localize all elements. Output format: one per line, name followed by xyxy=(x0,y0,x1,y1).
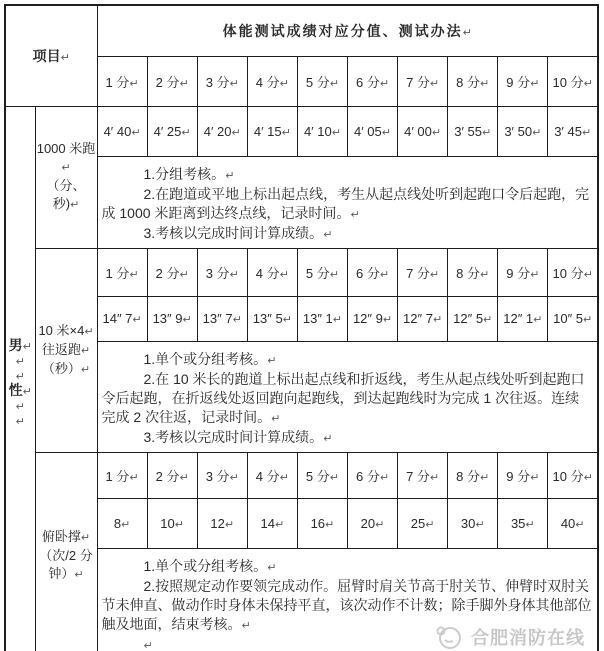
value-cell: 12″ 1↵ xyxy=(498,296,548,341)
score-header-6: 6 分↵ xyxy=(347,248,397,296)
score-header-4: 4 分↵ xyxy=(247,452,297,498)
value-cell: 3′ 55↵ xyxy=(448,106,498,156)
value-cell: 35↵ xyxy=(498,498,548,548)
method-paragraph: 2.按照规定动作要领完成动作。屈臂时肩关节高于肘关节、伸臂时双肘关节未伸直、做动作时身体未保持平直，该次动作不计数；除手脚外身体其他部位触及地面，结束考核。↵ xyxy=(101,577,592,632)
gender-line: ↵ xyxy=(15,399,25,413)
value-cell: 3′ 45↵ xyxy=(548,106,598,156)
gender-line: ↵ xyxy=(15,369,25,383)
value-cell: 4′ 20↵ xyxy=(197,106,247,156)
value-cell: 13″ 7↵ xyxy=(197,296,247,341)
score-header-3: 3 分↵ xyxy=(197,248,247,296)
item-label-pushups xyxy=(35,452,97,651)
gender-line: 男↵ xyxy=(8,336,32,353)
item-label-line: 往返跑↵ xyxy=(41,341,91,357)
watermark xyxy=(434,623,585,651)
method-paragraph: 1.分组考核。↵ xyxy=(143,165,235,182)
score-header-2: 2 分↵ xyxy=(147,452,197,498)
value-cell: 14↵ xyxy=(247,498,297,548)
value-cell: 4′ 25↵ xyxy=(147,106,197,156)
score-header-3: 3 分↵ xyxy=(197,452,247,498)
gender-male-cell xyxy=(5,106,35,651)
value-cell: 16↵ xyxy=(297,498,347,548)
score-header-2: 2 分↵ xyxy=(147,248,197,296)
score-header-8: 8 分↵ xyxy=(448,248,498,296)
method-paragraph: 1.单个或分组考核。↵ xyxy=(143,557,277,574)
score-header-6: 6 分↵ xyxy=(347,56,397,106)
watermark-panda-logo-icon xyxy=(434,623,464,651)
value-cell: 12↵ xyxy=(197,498,247,548)
score-header-5: 5 分↵ xyxy=(297,452,347,498)
score-header-4: 4 分↵ xyxy=(247,248,297,296)
gender-line: 性↵ xyxy=(8,381,32,398)
score-header-3: 3 分↵ xyxy=(197,56,247,106)
score-header-9: 9 分↵ xyxy=(498,248,548,296)
method-cell-10x4 xyxy=(97,341,598,452)
value-cell: 4′ 00↵ xyxy=(398,106,448,156)
method-paragraph: ↵ xyxy=(143,638,153,651)
score-header-6: 6 分↵ xyxy=(347,452,397,498)
value-cell: 13″ 5↵ xyxy=(247,296,297,341)
score-header-7: 7 分↵ xyxy=(398,248,448,296)
method-paragraph: 3.考核以完成时间计算成绩。↵ xyxy=(143,428,333,445)
value-cell: 25↵ xyxy=(398,498,448,548)
watermark-text: 合肥消防在线 xyxy=(471,627,585,648)
item-label-10x4-shuttle xyxy=(35,248,97,452)
score-header-7: 7 分↵ xyxy=(398,56,448,106)
value-cell: 40↵ xyxy=(548,498,598,548)
gender-line: ↵ xyxy=(15,414,25,428)
gender-line: ↵ xyxy=(15,354,25,368)
score-header-8: 8 分↵ xyxy=(448,452,498,498)
method-cell-1000m xyxy=(97,156,598,248)
value-cell: 10″ 5↵ xyxy=(548,296,598,341)
value-cell: 14″ 7↵ xyxy=(97,296,147,341)
method-paragraph: 1.单个或分组考核。↵ xyxy=(143,350,277,367)
score-header-9: 9 分↵ xyxy=(498,452,548,498)
value-cell: 4′ 10↵ xyxy=(297,106,347,156)
score-header-9: 9 分↵ xyxy=(498,56,548,106)
score-header-1: 1 分↵ xyxy=(97,248,147,296)
project-header-cell: 项目↵ xyxy=(5,5,97,106)
score-header-10: 10 分↵ xyxy=(548,248,598,296)
item-label-line: 俯卧撑↵ xyxy=(41,528,91,544)
method-paragraph: 3.考核以完成时间计算成绩。↵ xyxy=(143,224,333,241)
value-cell: 12″ 5↵ xyxy=(448,296,498,341)
score-header-2: 2 分↵ xyxy=(147,56,197,106)
value-cell: 4′ 40↵ xyxy=(97,106,147,156)
value-cell: 12″ 7↵ xyxy=(398,296,448,341)
value-cell: 13″ 9↵ xyxy=(147,296,197,341)
value-cell: 3′ 50↵ xyxy=(498,106,548,156)
method-paragraph: 2.在 10 米长的跑道上标出起点线和折返线，考生从起点线处听到起跑口令后起跑，在折返线处返回跑向起跑线，到达起跑线时为完成 1 次往返。连续完成 2 次往返，记录时间。↵ xyxy=(101,370,585,425)
method-cell-pushups xyxy=(97,548,598,651)
item-label-line: （分、秒)↵ xyxy=(46,178,86,211)
item-label-line: （次/2 分 xyxy=(39,547,93,563)
score-header-10: 10 分↵ xyxy=(548,56,598,106)
method-paragraph: 2.在跑道或平地上标出起点线，考生从起点线处听到起跑口令后起跑，完成 1000 米距离到达终点线，记录时间。↵ xyxy=(101,185,590,221)
score-header-10: 10 分↵ xyxy=(548,452,598,498)
value-cell: 8↵ xyxy=(97,498,147,548)
value-cell: 13″ 1↵ xyxy=(297,296,347,341)
item-label-line: （秒）↵ xyxy=(41,360,91,376)
item-label-line: 1000 米跑↵ xyxy=(36,141,96,174)
fitness-test-table xyxy=(4,4,599,651)
score-header-5: 5 分↵ xyxy=(297,56,347,106)
value-cell: 4′ 05↵ xyxy=(347,106,397,156)
score-header-7: 7 分↵ xyxy=(398,452,448,498)
score-header-1: 1 分↵ xyxy=(97,452,147,498)
value-cell: 20↵ xyxy=(347,498,397,548)
value-cell: 12″ 9↵ xyxy=(347,296,397,341)
item-label-1000m-run xyxy=(35,106,97,248)
value-cell: 30↵ xyxy=(448,498,498,548)
value-cell: 10↵ xyxy=(147,498,197,548)
score-header-4: 4 分↵ xyxy=(247,56,297,106)
score-header-8: 8 分↵ xyxy=(448,56,498,106)
item-label-line: 钟）↵ xyxy=(48,565,84,581)
value-cell: 4′ 15↵ xyxy=(247,106,297,156)
score-header-1: 1 分↵ xyxy=(97,56,147,106)
score-header-5: 5 分↵ xyxy=(297,248,347,296)
item-label-line: 10 米×4↵ xyxy=(38,322,94,338)
table-title: 体能测试成绩对应分值、测试办法↵ xyxy=(97,5,598,56)
